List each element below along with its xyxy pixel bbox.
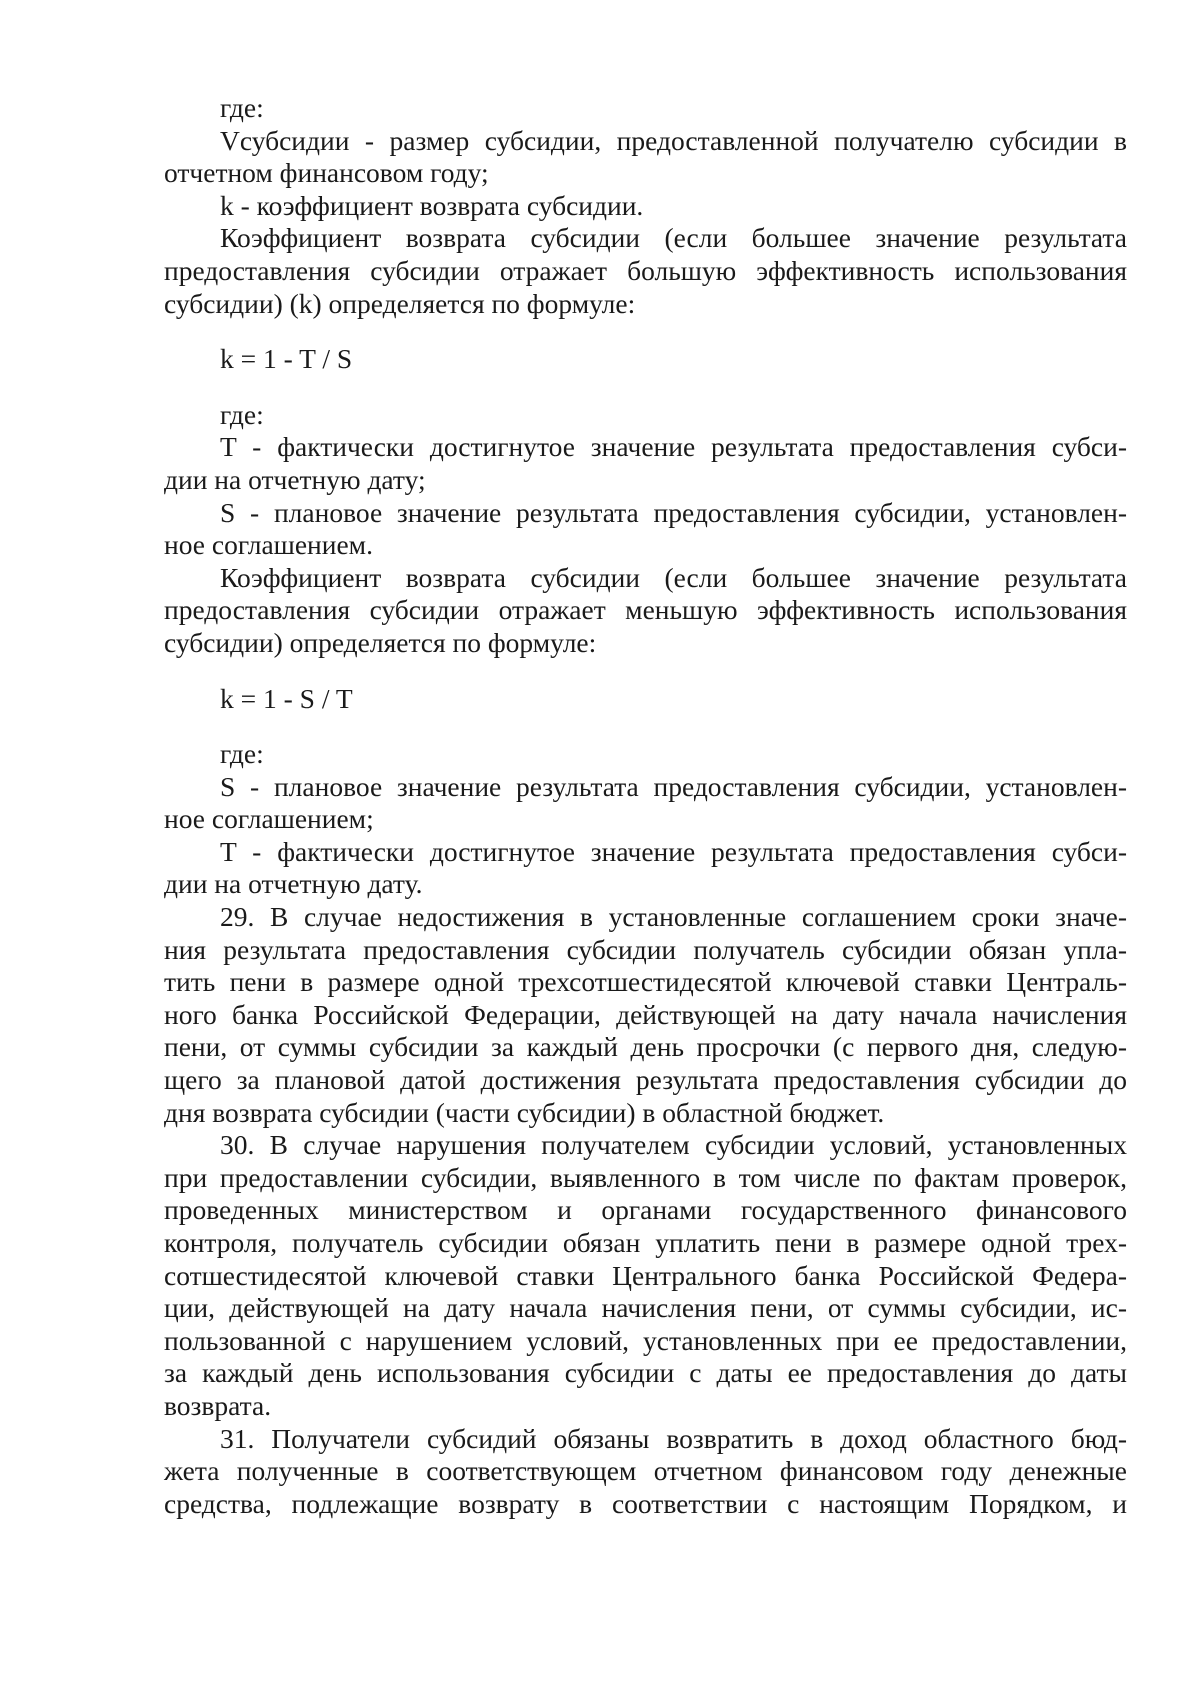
- text-line: предоставления субсидии отражает большую эффективность использования: [164, 254, 1127, 286]
- text-line: проведенных министерством и органами государственного финансового: [164, 1194, 1127, 1226]
- text-line: жета полученные в соответствующем отчетном финансовом году денежные: [164, 1455, 1127, 1487]
- text-line: ния результата предоставления субсидии получатель субсидии обязан упла-: [164, 933, 1127, 965]
- text-line: ции, действующей на дату начала начисления пени, от суммы субсидии, ис-: [164, 1292, 1127, 1324]
- formula-k-s-over-t: k = 1 - S / T: [220, 682, 353, 714]
- text-line: S - плановое значение результата предоставления субсидии, установлен-: [220, 770, 1127, 802]
- text-line: где:: [220, 738, 264, 770]
- text-line: S - плановое значение результата предоставления субсидии, установлен-: [220, 496, 1127, 528]
- text-line: 30. В случае нарушения получателем субсидии условий, установленных: [220, 1129, 1127, 1161]
- text-line: предоставления субсидии отражает меньшую эффективность использования: [164, 594, 1127, 626]
- text-line: где:: [220, 92, 264, 123]
- text-line: k - коэффициент возврата субсидии.: [220, 189, 644, 221]
- text-line: Коэффициент возврата субсидии (если большее значение результата: [220, 561, 1127, 593]
- text-line: за каждый день использования субсидии с даты ее предоставления до даты: [164, 1357, 1127, 1389]
- text-line: сотшестидесятой ключевой ставки Центрального банка Российской Федера-: [164, 1259, 1127, 1291]
- text-line: пользованной с нарушением условий, установленных при ее предоставлении,: [164, 1324, 1127, 1356]
- text-line: ное соглашением;: [164, 803, 374, 835]
- text-line: тить пени в размере одной трехсотшестидесятой ключевой ставки Централь-: [164, 966, 1127, 998]
- text-line: где:: [220, 398, 264, 430]
- text-line: субсидии) определяется по формуле:: [164, 626, 597, 658]
- text-line: ное соглашением.: [164, 529, 373, 561]
- text-line: Коэффициент возврата субсидии (если большее значение результата: [220, 222, 1127, 254]
- text-line: пени, от суммы субсидии за каждый день просрочки (с первого дня, следую-: [164, 1031, 1127, 1063]
- block-2: [164, 399, 1127, 660]
- text-line: ного банка Российской Федерации, действующей на дату начала начисления: [164, 998, 1127, 1030]
- text-line: средства, подлежащие возврату в соответствии с настоящим Порядком, и: [164, 1487, 1127, 1519]
- formula-k-t-over-s: k = 1 - T / S: [220, 343, 353, 375]
- text-line: Vсубсидии - размер субсидии, предоставленной получателю субсидии в: [220, 124, 1127, 156]
- text-line: дня возврата субсидии (части субсидии) в областной бюджет.: [164, 1096, 885, 1128]
- document-page: [164, 92, 1127, 1520]
- text-line: отчетном финансовом году;: [164, 157, 489, 189]
- text-line: щего за плановой датой достижения результата предоставления субсидии до: [164, 1064, 1127, 1096]
- text-line: дии на отчетную дату.: [164, 868, 423, 900]
- text-line: 29. В случае недостижения в установленные соглашением сроки значе-: [220, 901, 1127, 933]
- text-line: контроля, получатель субсидии обязан уплатить пени в размере одной трех-: [164, 1227, 1127, 1258]
- text-line: T - фактически достигнутое значение результата предоставления субси-: [220, 835, 1127, 867]
- text-line: субсидии) (k) определяется по формуле:: [164, 287, 636, 319]
- text-line: дии на отчетную дату;: [164, 463, 426, 495]
- text-line: T - фактически достигнутое значение результата предоставления субси-: [220, 431, 1127, 463]
- block-3: [164, 738, 1127, 1520]
- block-1: [164, 92, 1127, 320]
- text-line: 31. Получатели субсидий обязаны возвратить в доход областного бюд-: [220, 1422, 1127, 1454]
- text-line: при предоставлении субсидии, выявленного в том числе по фактам проверок,: [164, 1161, 1127, 1193]
- text-line: возврата.: [164, 1389, 272, 1421]
